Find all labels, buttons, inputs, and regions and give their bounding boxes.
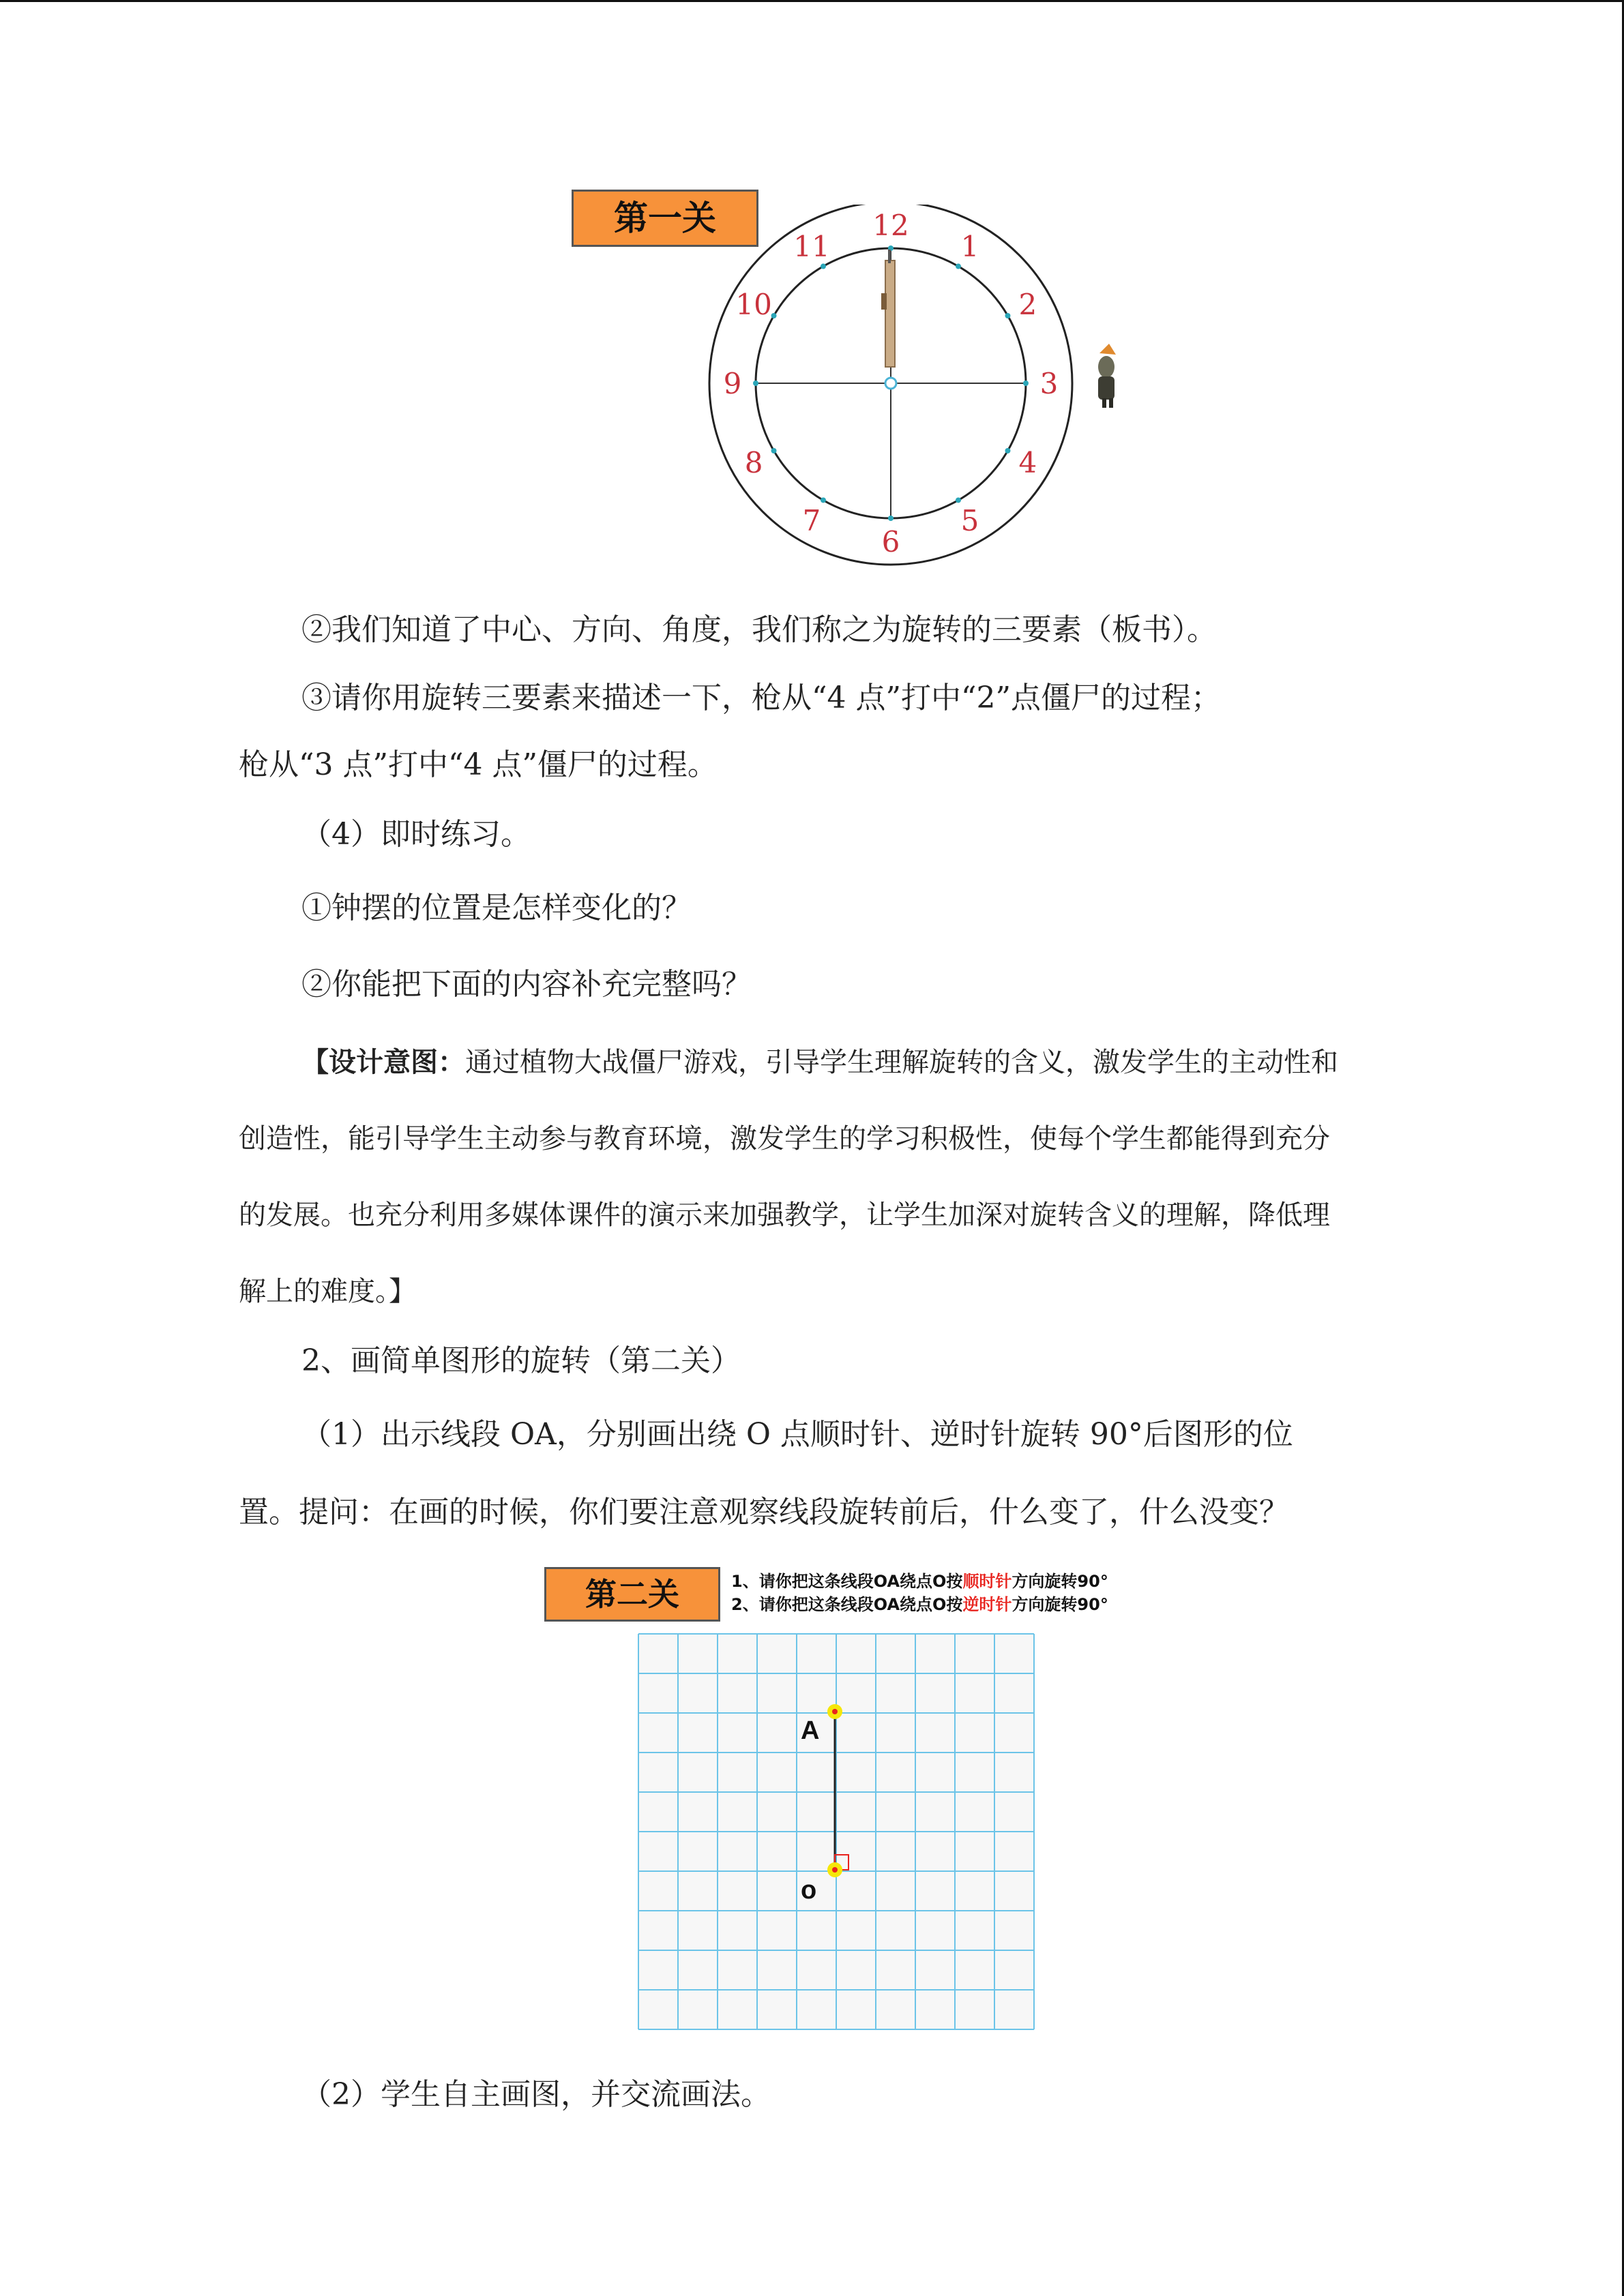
clock-figure (703, 205, 1125, 586)
design-intent-line1 (301, 1042, 1447, 1083)
level1-tag: 第一关 (572, 190, 758, 247)
task-counterclockwise: 2、请你把这条线段OA绕点O按逆时针方向旋转90° (731, 1595, 1108, 1614)
paragraph-pendulum: ①钟摆的位置是怎样变化的？ (301, 891, 692, 925)
label-o: o (801, 1876, 817, 1905)
clock-number-11: 11 (793, 230, 830, 264)
design-intent-label: 【设计意图： (301, 1047, 465, 1078)
clock-center-point (885, 378, 896, 389)
gun-icon (881, 250, 895, 367)
paragraph-practice: （4）即时练习。 (301, 817, 531, 852)
clock-number-8: 8 (744, 446, 763, 479)
paragraph-segment-line1: （1）出示线段 OA，分别画出绕 O 点顺时针、逆时针旋转 90°后图形的位 (301, 1417, 1293, 1452)
clock-tick-5 (956, 497, 961, 503)
clock-number-3: 3 (1039, 367, 1059, 400)
clock-tick-8 (771, 448, 777, 453)
clock-number-4: 4 (1018, 446, 1037, 479)
clock-tick-4 (1005, 448, 1010, 453)
clock-tick-2 (1005, 313, 1010, 318)
design-intent-line2: 创造性，能引导学生主动参与教育环境，激发学生的学习积极性，使每个学生都能得到充分 (239, 1123, 1330, 1154)
paragraph-segment-line2: 置。提问：在画的时候，你们要注意观察线段旋转前后，什么变了，什么没变？ (239, 1495, 1289, 1530)
point-a-center (832, 1709, 838, 1714)
paragraph-complete: ②你能把下面的内容补充完整吗？ (301, 967, 752, 1002)
zombie-icon (1098, 344, 1116, 408)
clock-tick-1 (956, 264, 961, 269)
clock-tick-6 (888, 516, 894, 521)
clock-number-10: 10 (735, 288, 772, 321)
clock-number-1: 1 (960, 230, 979, 264)
level2-tag: 第二关 (544, 1567, 720, 1622)
clock-number-9: 9 (723, 367, 742, 400)
paragraph-describe-line2: 枪从“3 点”打中“4 点”僵尸的过程。 (239, 747, 718, 782)
design-intent-text1: 通过植物大战僵尸游戏，引导学生理解旋转的含义，激发学生的主动性和 (465, 1047, 1338, 1078)
paragraph-three-elements: ②我们知道了中心、方向、角度，我们称之为旋转的三要素（板书）。 (301, 612, 1217, 647)
paragraph-describe-line1: ③请你用旋转三要素来描述一下，枪从“4 点”打中“2”点僵尸的过程； (301, 681, 1221, 715)
clock-tick-11 (821, 264, 826, 269)
clock-number-7: 7 (802, 503, 821, 537)
level2-task-list (731, 1570, 1168, 1616)
point-o-center (832, 1867, 838, 1873)
design-intent-line3: 的发展。也充分利用多媒体课件的演示来加强教学，让学生加深对旋转含义的理解，降低理 (239, 1199, 1330, 1231)
clock-number-5: 5 (960, 503, 979, 537)
task-clockwise: 1、请你把这条线段OA绕点O按顺时针方向旋转90° (731, 1572, 1108, 1591)
clock-number-6: 6 (881, 525, 900, 558)
section-heading-rotation: 2、画简单图形的旋转（第二关） (301, 1343, 741, 1378)
clock-tick-3 (1023, 381, 1029, 386)
clock-number-2: 2 (1018, 288, 1037, 321)
clock-tick-9 (753, 381, 758, 386)
design-intent-line4: 解上的难度。】 (239, 1276, 416, 1307)
clock-number-12: 12 (872, 209, 909, 242)
paragraph-students-draw: （2）学生自主画图，并交流画法。 (301, 2077, 771, 2112)
clock-tick-7 (821, 497, 826, 503)
label-a: A (801, 1716, 820, 1745)
page-top-border (0, 0, 1624, 2)
grid-figure (637, 1632, 1035, 2032)
